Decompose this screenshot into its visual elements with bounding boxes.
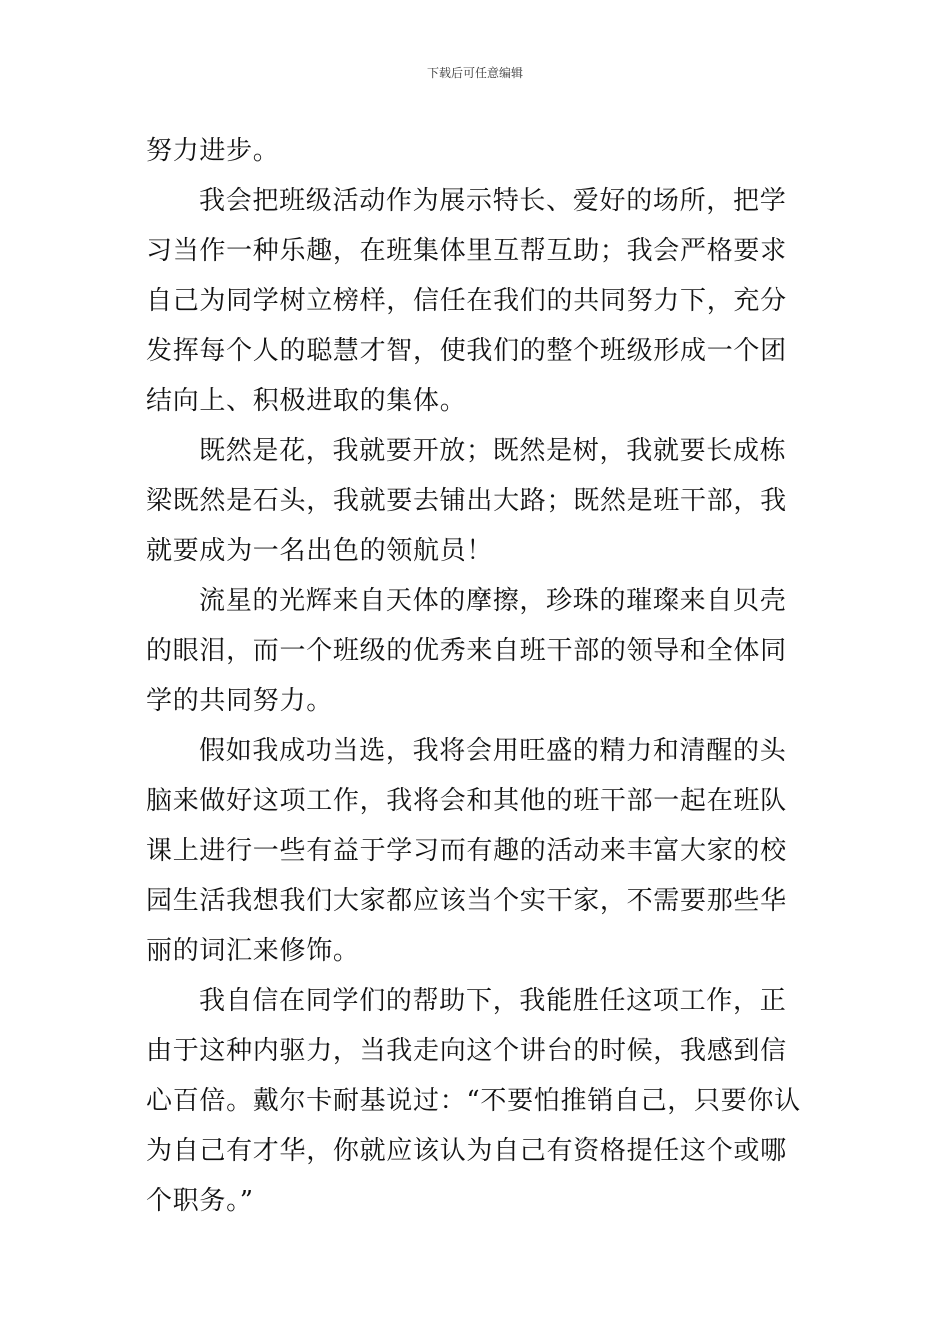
document-body — [146, 126, 812, 1226]
paragraph-confidence: 我自信在同学们的帮助下，我能胜任这项工作，正由于这种内驱力，当我走向这个讲台的时候，我感到信心百倍。戴尔卡耐基说过：“不要怕推销自己，只要你认为自己有才华，你就应该认为自己有资格提任这个或哪个职务。” — [146, 986, 801, 1216]
page-header: 下载后可任意编辑 — [426, 66, 523, 80]
paragraph-continuation: 努力进步。 — [146, 136, 280, 166]
paragraph-if-elected: 假如我成功当选，我将会用旺盛的精力和清醒的头脑来做好这项工作，我将会和其他的班干部一起在班队课上进行一些有益于学习而有趣的活动来丰富大家的校园生活我想我们大家都应该当个实干家，不需要那些华丽的词汇来修饰。 — [146, 736, 787, 966]
paragraph-flower-tree: 既然是花，我就要开放；既然是树，我就要长成栋梁既然是石头，我就要去铺出大路；既然是班干部，我就要成为一名出色的领航员！ — [146, 436, 787, 566]
paragraph-meteor-pearl: 流星的光辉来自天体的摩擦，珍珠的璀璨来自贝壳的眼泪，而一个班级的优秀来自班干部的领导和全体同学的共同努力。 — [146, 586, 787, 716]
paragraph-class-activities: 我会把班级活动作为展示特长、爱好的场所，把学习当作一种乐趣，在班集体里互帮互助；我会严格要求自己为同学树立榜样，信任在我们的共同努力下，充分发挥每个人的聪慧才智，使我们的整个班级形成一个团结向上、积极进取的集体。 — [146, 186, 787, 416]
